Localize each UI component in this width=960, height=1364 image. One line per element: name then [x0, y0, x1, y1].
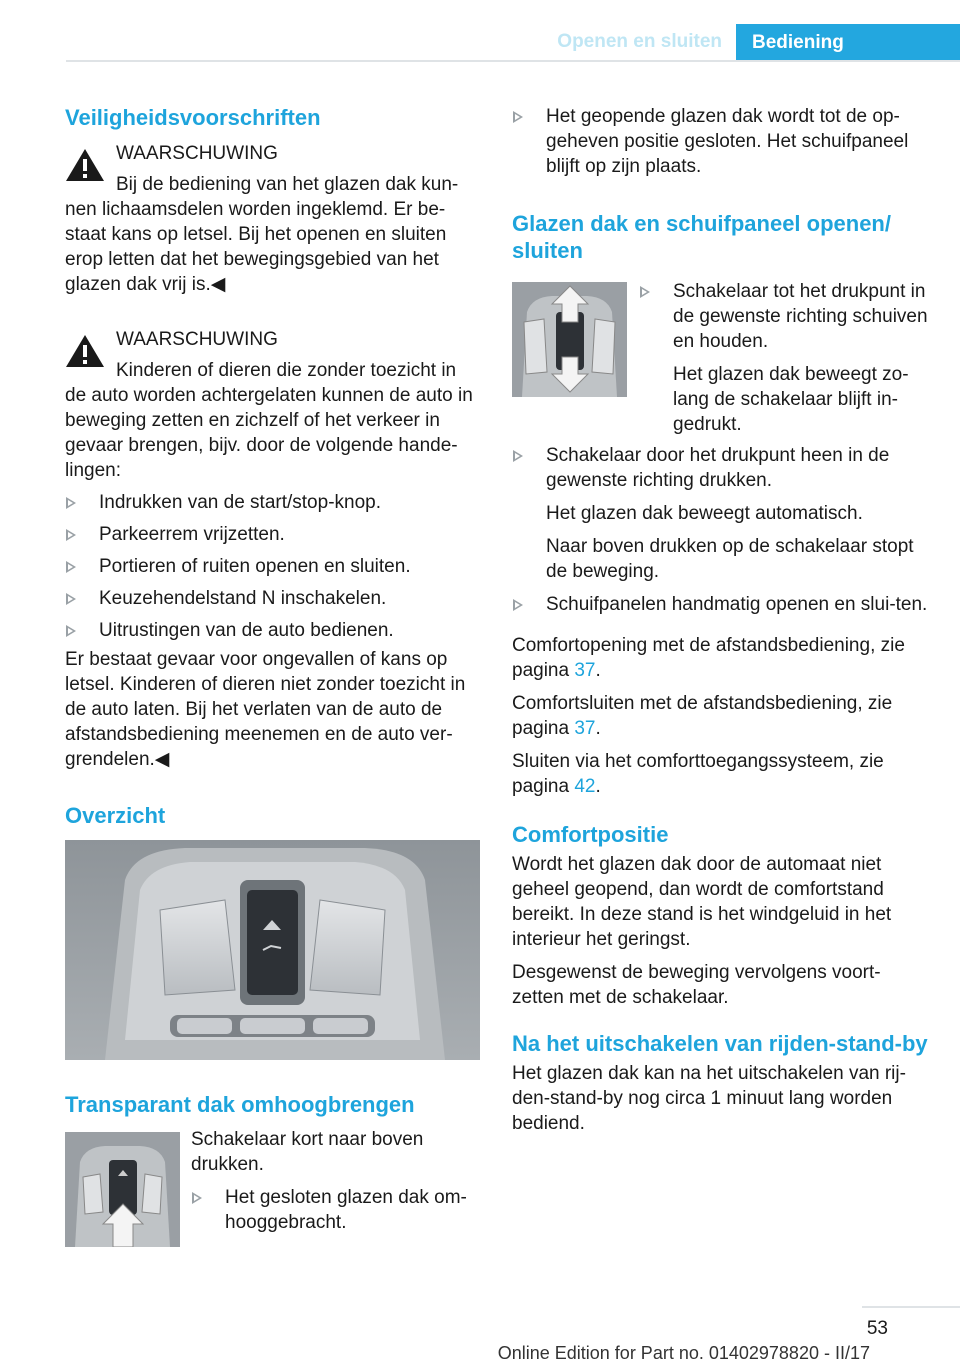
- open-close-title: Glazen dak en schuifpaneel openen/ sluiten: [512, 211, 891, 263]
- list-item: Indrukken van de start/stop-knop.: [65, 490, 480, 515]
- open-close-switch-image: [512, 282, 627, 397]
- open-close-step2-sub1: Het glazen dak beweegt automatisch.: [546, 503, 863, 524]
- page-number: 53: [866, 1318, 888, 1339]
- list-item: Het gesloten glazen dak om‐hooggebracht.: [191, 1185, 481, 1235]
- bullet-triangle-icon: [513, 111, 523, 123]
- header-section: Openen en sluiten: [557, 31, 722, 52]
- warning-2-text: Kinderen of dieren die zonder toezicht in de auto worden achtergelaten kunnen de auto in beweging zetten en zichzelf of het verkeer in gevaar brengen, bijv. door de volgende hande‐lingen:: [65, 360, 473, 481]
- raise-switch-image: [65, 1132, 180, 1247]
- warning-1-title: WAARSCHUWING: [116, 143, 278, 164]
- footer-rule: [862, 1306, 960, 1308]
- header-rule: [66, 60, 960, 62]
- warning-triangle-icon: [65, 333, 105, 369]
- bullet-triangle-icon: [513, 450, 523, 462]
- page-link[interactable]: 37: [574, 660, 596, 681]
- comfort-position-text-1: Wordt het glazen dak door de automaat niet geheel geopend, dan wordt de comfortstand bereikt. In deze stand is het windgeluid in het interieur het geringst.: [512, 854, 892, 950]
- open-close-step1: [639, 279, 929, 437]
- bullet-triangle-icon: [66, 625, 76, 637]
- list-item: Schuifpanelen handmatig openen en slui‐ten.: [512, 592, 932, 617]
- warning-2-list: [65, 490, 480, 643]
- page-link[interactable]: 42: [574, 776, 596, 797]
- standby-title: Na het uitschakelen van rijden-stand‐by: [512, 1031, 928, 1056]
- raise-title: Transparant dak omhoogbrengen: [65, 1092, 415, 1117]
- header-chapter-tab: Bediening: [736, 24, 960, 62]
- overview-title: Overzicht: [65, 803, 166, 828]
- warning-2-end: Er bestaat gevaar voor ongevallen of kans op letsel. Kinderen of dieren niet zonder toezicht in de auto laten. Bij het verlaten van de auto de afstandsbediening meenemen en de auto ver‐grendelen.◀: [65, 649, 466, 770]
- comfort-position-title: Comfortpositie: [512, 822, 669, 847]
- bullet-triangle-icon: [192, 1192, 202, 1204]
- list-item: Uitrustingen van de auto bedienen.: [65, 618, 480, 643]
- open-close-step2-sub2: Naar boven drukken op de schakelaar stopt de beweging.: [546, 536, 914, 582]
- raise-text-block: [191, 1127, 481, 1235]
- comfort-open-ref: Comfortopening met de afstandsbediening, zie pagina 37.: [512, 635, 905, 681]
- list-item: Het geopende glazen dak wordt tot de op‐geheven positie gesloten. Het schuifpaneel blijft op zijn plaats.: [512, 104, 932, 179]
- edition-footer: Online Edition for Part no. 01402978820 - II/17: [497, 1343, 870, 1363]
- comfort-position-text-2: Desgewenst de beweging vervolgens voort‐zetten met de schakelaar.: [512, 962, 881, 1008]
- warning-block-1: [65, 141, 480, 297]
- warning-2-title: WAARSCHUWING: [116, 329, 278, 350]
- comfort-close-ref: Comfortsluiten met de afstandsbediening, zie pagina 37.: [512, 693, 893, 739]
- bullet-triangle-icon: [66, 561, 76, 573]
- left-column: [65, 104, 480, 829]
- page-link[interactable]: 37: [574, 718, 596, 739]
- overview-switch-image: [65, 840, 480, 1060]
- bullet-triangle-icon: [66, 497, 76, 509]
- comfort-access-ref: Sluiten via het comforttoegangssysteem, zie pagina 42.: [512, 751, 884, 797]
- open-close-steps: [512, 443, 932, 1136]
- bullet-triangle-icon: [640, 286, 650, 298]
- warning-1-text: Bij de bediening van het glazen dak kun‐nen lichaamsdelen worden ingeklemd. Er be‐staat kans op letsel. Bij het openen en sluiten erop letten dat het bewegingsgebied van het glazen dak vrij is.◀: [65, 174, 459, 295]
- warning-triangle-icon: [65, 147, 105, 183]
- bullet-triangle-icon: [66, 529, 76, 541]
- standby-text: Het glazen dak kan na het uitschakelen van rij‐den-stand-by nog circa 1 minuut lang worden bediend.: [512, 1063, 906, 1134]
- list-item: Parkeerrem vrijzetten.: [65, 522, 480, 547]
- bullet-triangle-icon: [513, 599, 523, 611]
- right-column: [512, 104, 932, 264]
- list-item: Schakelaar tot het drukpunt in de gewenste richting schuiven en houden.: [639, 279, 929, 354]
- open-close-step1-sub: Het glazen dak beweegt zo‐lang de schakelaar blijft in‐gedrukt.: [673, 364, 909, 435]
- list-item: Keuzehendelstand N inschakelen.: [65, 586, 480, 611]
- list-item: Portieren of ruiten openen en sluiten.: [65, 554, 480, 579]
- list-item: Schakelaar door het drukpunt heen in de gewenste richting drukken.: [512, 443, 932, 493]
- safety-title: Veiligheidsvoorschriften: [65, 105, 321, 130]
- bullet-triangle-icon: [66, 593, 76, 605]
- raise-text: Schakelaar kort naar boven drukken.: [191, 1129, 424, 1175]
- warning-block-2: [65, 327, 480, 483]
